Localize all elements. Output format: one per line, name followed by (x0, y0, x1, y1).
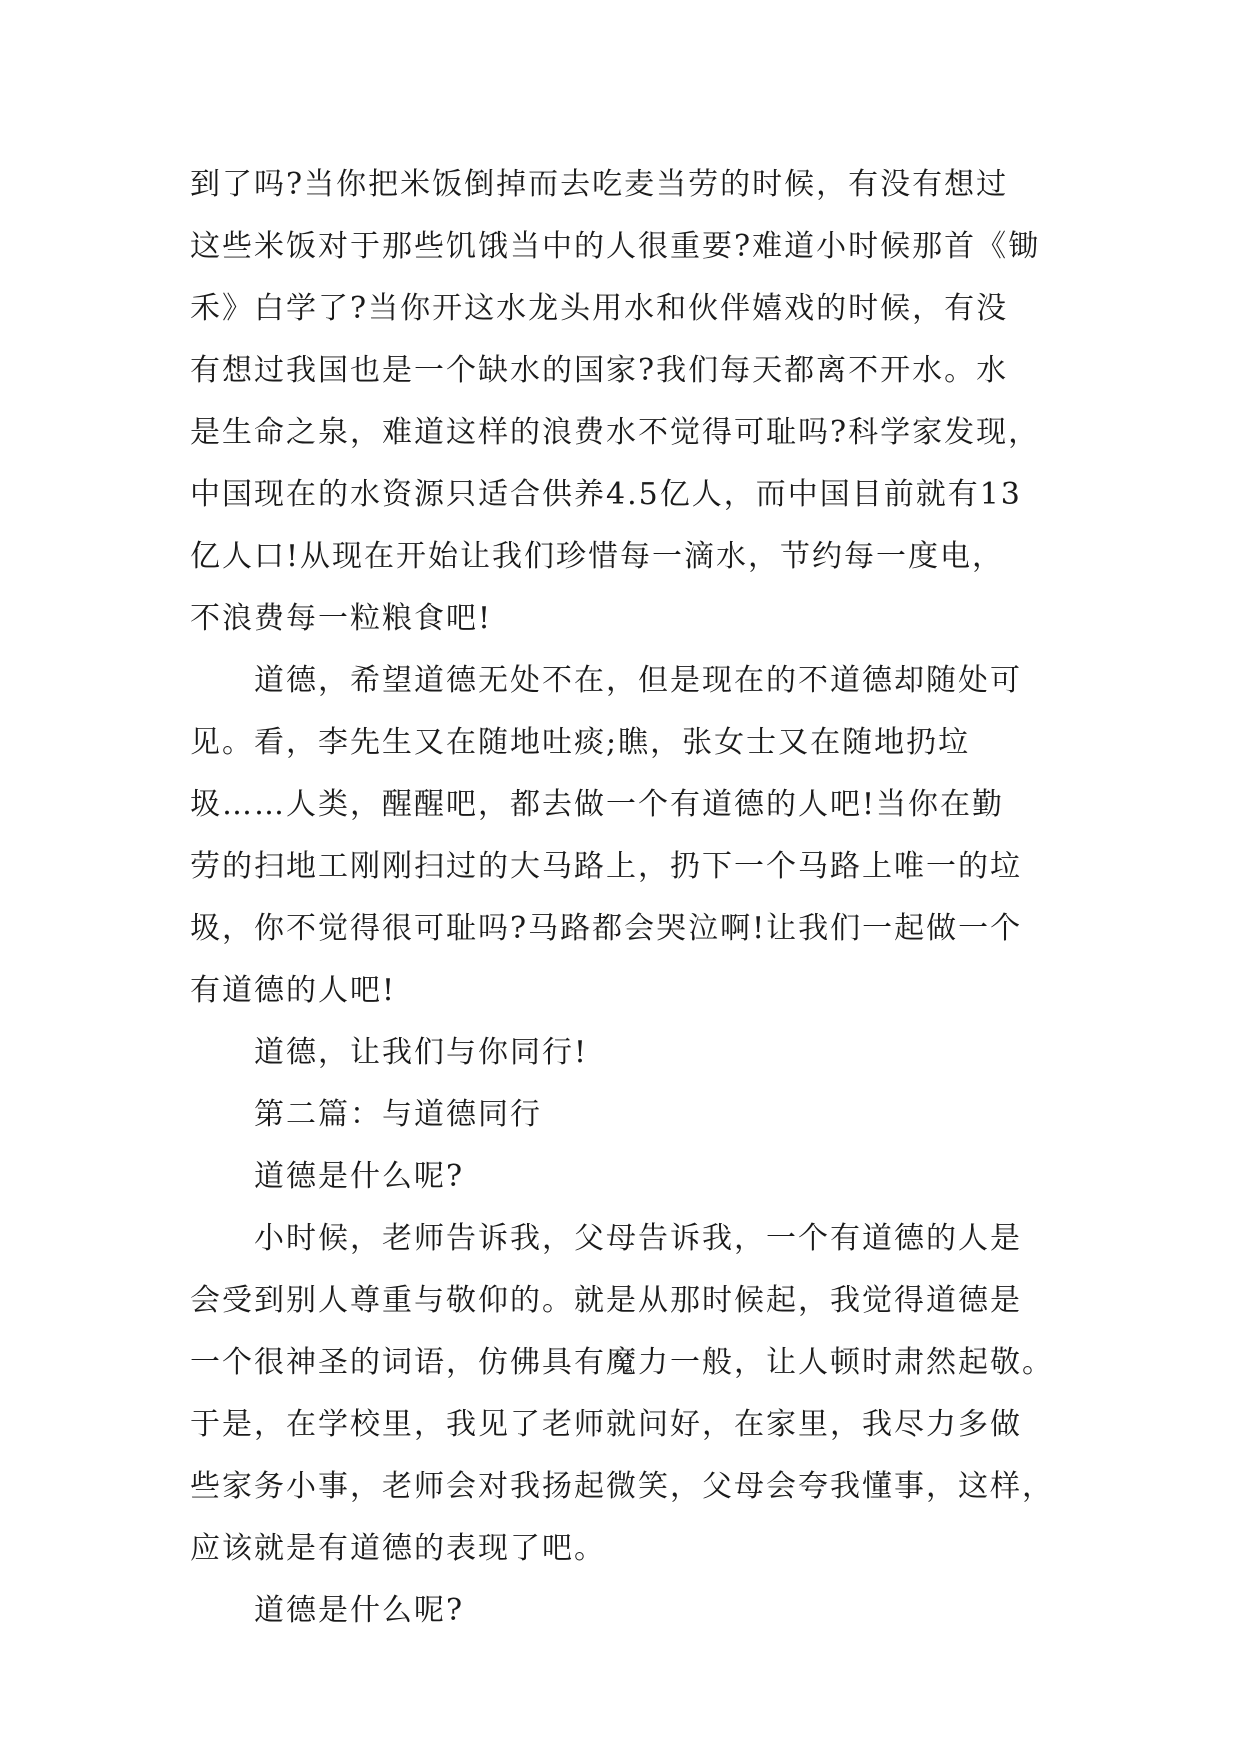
paragraph-first-line: 小时候，老师告诉我，父母告诉我，一个有道德的人是 (254, 1221, 1022, 1256)
text-line: 这些米饭对于那些饥饿当中的人很重要?难道小时候那首《锄 (190, 229, 1041, 264)
text-line: 见。看，李先生又在随地吐痰;瞧，张女士又在随地扔垃 (190, 725, 971, 760)
text-line: 劳的扫地工刚刚扫过的大马路上，扔下一个马路上唯一的垃 (190, 849, 1022, 884)
text-line: 会受到别人尊重与敬仰的。就是从那时候起，我觉得道德是 (190, 1283, 1022, 1318)
text-line: 有想过我国也是一个缺水的国家?我们每天都离不开水。水 (190, 353, 1009, 388)
paragraph-first-line: 道德是什么呢? (254, 1593, 465, 1628)
text-line: 亿人口!从现在开始让我们珍惜每一滴水，节约每一度电， (190, 539, 1005, 574)
text-line: 圾……人类，醒醒吧，都去做一个有道德的人吧!当你在勤 (190, 787, 1005, 822)
text-line: 不浪费每一粒粮食吧! (190, 601, 493, 636)
text-line: 一个很神圣的词语，仿佛具有魔力一般，让人顿时肃然起敬。 (190, 1345, 1054, 1380)
text-line: 些家务小事，老师会对我扬起微笑，父母会夸我懂事，这样， (190, 1469, 1054, 1504)
section-heading: 第二篇：与道德同行 (254, 1097, 542, 1132)
paragraph-first-line: 道德是什么呢? (254, 1159, 465, 1194)
text-line: 禾》白学了?当你开这水龙头用水和伙伴嬉戏的时候，有没 (190, 291, 1009, 326)
text-line: 是生命之泉，难道这样的浪费水不觉得可耻吗?科学家发现， (190, 415, 1041, 450)
paragraph-first-line: 道德，希望道德无处不在，但是现在的不道德却随处可 (254, 663, 1022, 698)
text-line: 到了吗?当你把米饭倒掉而去吃麦当劳的时候，有没有想过 (190, 167, 1009, 202)
text-line: 于是，在学校里，我见了老师就问好，在家里，我尽力多做 (190, 1407, 1022, 1442)
text-line: 中国现在的水资源只适合供养4.5亿人，而中国目前就有13 (190, 477, 1022, 512)
paragraph-first-line: 道德，让我们与你同行! (254, 1035, 589, 1070)
document-body (190, 154, 1054, 1642)
text-line: 应该就是有道德的表现了吧。 (190, 1531, 606, 1566)
text-line: 有道德的人吧! (190, 973, 397, 1008)
text-line: 圾，你不觉得很可耻吗?马路都会哭泣啊!让我们一起做一个 (190, 911, 1023, 946)
